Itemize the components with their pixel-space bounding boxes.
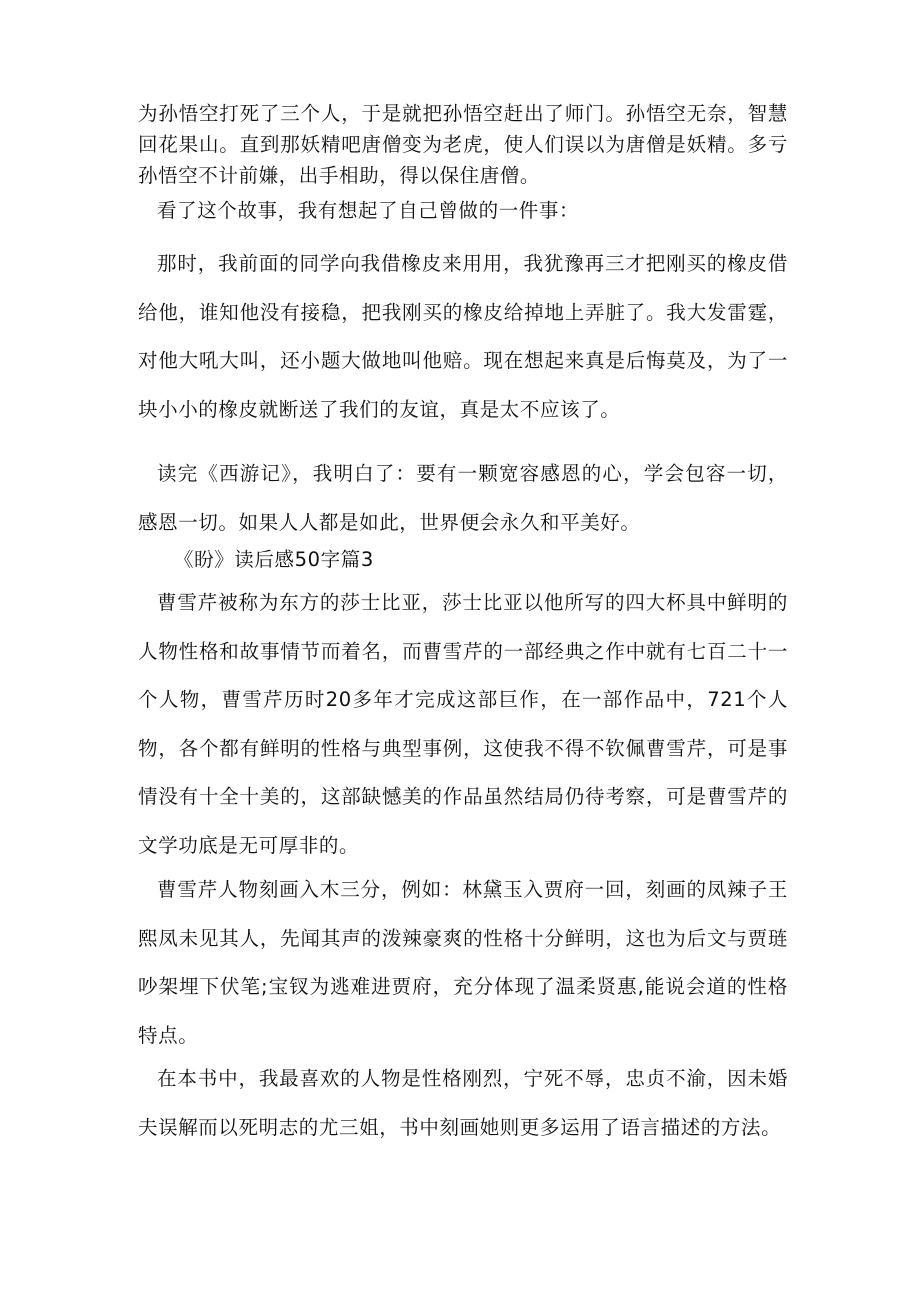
paragraph-eraser-story: 那时，我前面的同学向我借橡皮来用用，我犹豫再三才把刚买的橡皮借给他，谁知他没有接稳，把我刚买的橡皮给掉地上弄脏了。我大发雷霆，对他大吼大叫，还小题大做地叫他赔。现在想起来真是后悔莫及，为了一块小小的橡皮就断送了我们的友谊，真是太不应该了。 xyxy=(138,252,788,421)
paragraph-recall-intro: 看了这个故事，我有想起了自己曾做的一件事： xyxy=(157,199,580,222)
section-heading: 《盼》读后感50字篇3 xyxy=(174,548,374,571)
paragraph-cao-xueqin-intro: 曹雪芹被称为东方的莎士比亚，莎士比亚以他所写的四大杯具中鲜明的人物性格和故事情节而着名，而曹雪芹的一部经典之作中就有七百二十一个人物，曹雪芹历时20多年才完成这部巨作，在一部作品中，721个人物，各个都有鲜明的性格与典型事例，这使我不得不钦佩曹雪芹，可是事情没有十全十美的，这部缺憾美的作品虽然结局仍待考察，可是曹雪芹的文学功底是无可厚非的。 xyxy=(138,591,788,857)
paragraph-favorite-character: 在本书中，我最喜欢的人物是性格刚烈，宁死不辱，忠贞不渝，因未婚夫误解而以死明志的尤三姐，书中刻画她则更多运用了语言描述的方法。 xyxy=(138,1067,788,1139)
paragraph-story-continuation: 为孙悟空打死了三个人，于是就把孙悟空赶出了师门。孙悟空无奈，智慧回花果山。直到那妖精吧唐僧变为老虎，使人们误以为唐僧是妖精。多亏孙悟空不计前嫌，出手相助，得以保住唐僧。 xyxy=(138,102,788,187)
paragraph-character-portrayal: 曹雪芹人物刻画入木三分，例如：林黛玉入贾府一回，刻画的凤辣子王熙凤未见其人，先闻其声的泼辣豪爽的性格十分鲜明，这也为后文与贾琏吵架埋下伏笔;宝钗为逃难进贾府，充分体现了温柔贤惠,能说会道的性格特点。 xyxy=(138,878,788,1047)
paragraph-lesson: 读完《西游记》，我明白了：要有一颗宽容感恩的心，学会包容一切，感恩一切。如果人人都是如此，世界便会永久和平美好。 xyxy=(138,462,788,534)
